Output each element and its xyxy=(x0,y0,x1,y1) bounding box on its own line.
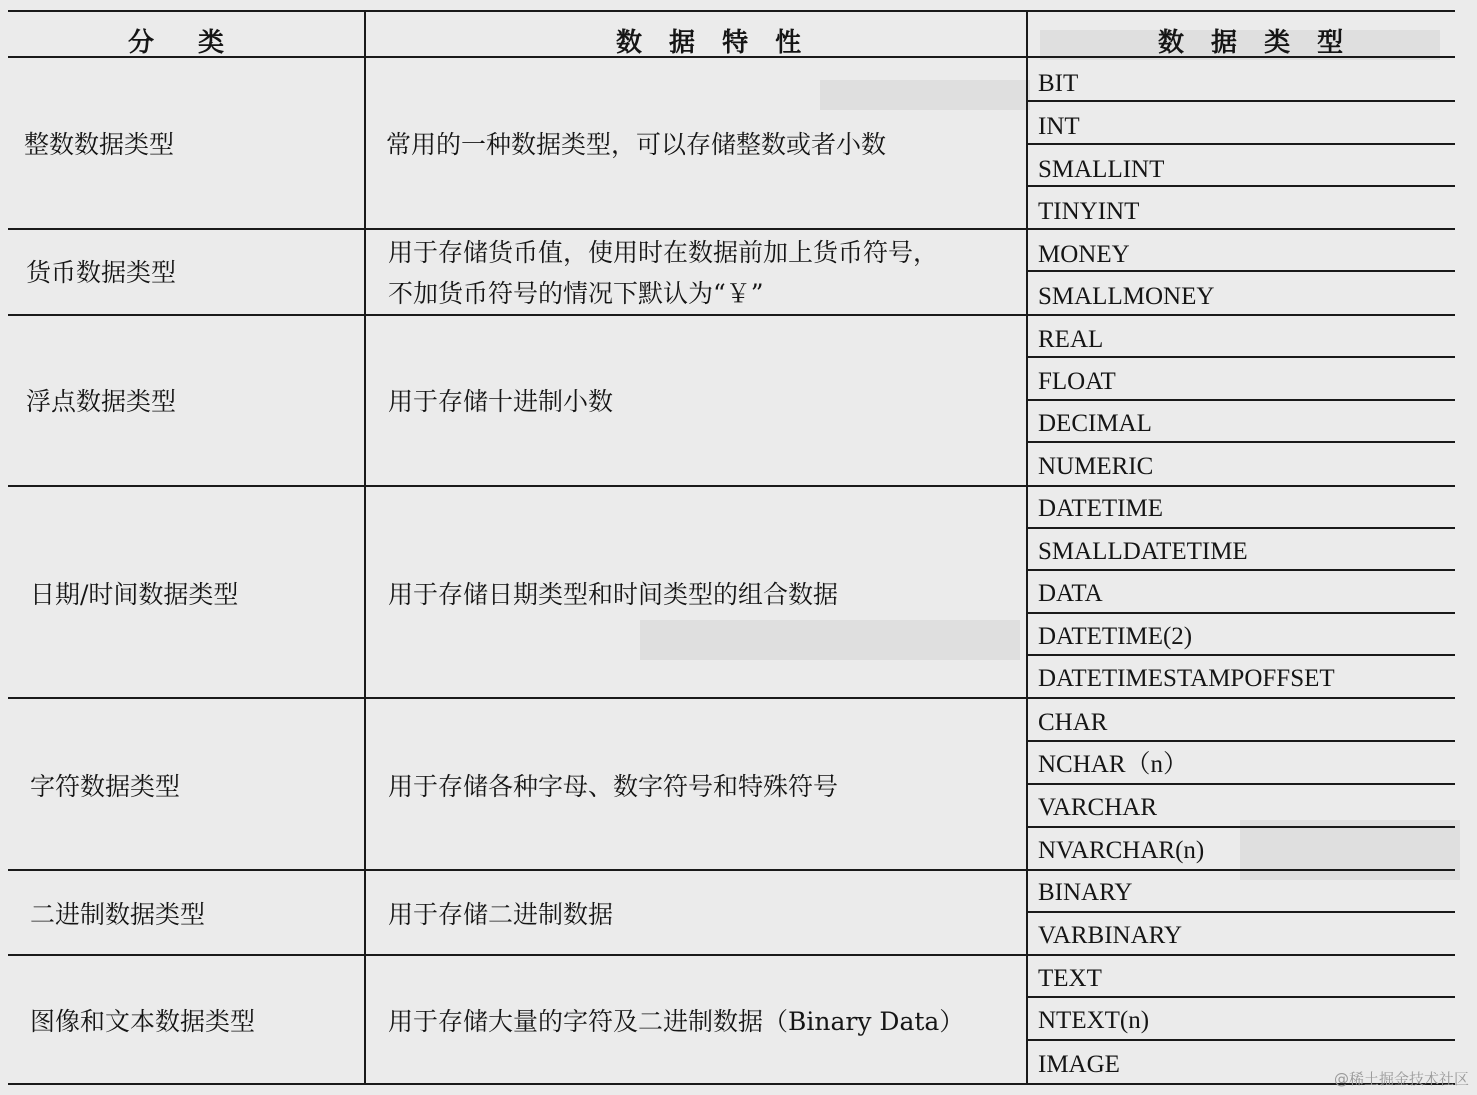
type-item: INT xyxy=(1038,113,1080,140)
type-separator xyxy=(1028,826,1455,828)
watermark: @稀土掘金技术社区 xyxy=(1333,1070,1469,1088)
feature-cell: 不加货币符号的情况下默认为“￥” xyxy=(388,279,764,308)
type-separator xyxy=(1028,654,1455,656)
type-separator xyxy=(1028,1039,1455,1041)
type-item: NTEXT(n) xyxy=(1038,1007,1150,1034)
type-item: BINARY xyxy=(1038,879,1133,906)
table-bottom-border xyxy=(8,1083,1455,1085)
type-separator xyxy=(1028,185,1455,187)
bleed-through-smudge xyxy=(1240,820,1460,880)
feature-cell: 用于存储日期类型和时间类型的组合数据 xyxy=(388,580,839,609)
type-item: REAL xyxy=(1038,326,1104,353)
type-separator xyxy=(1028,143,1455,145)
feature-cell: 常用的一种数据类型，可以存储整数或者小数 xyxy=(386,130,887,159)
table-top-border xyxy=(8,10,1455,12)
type-item: DATETIME xyxy=(1038,495,1163,522)
type-item: MONEY xyxy=(1038,241,1130,268)
header-types: 数 据 类 型 xyxy=(1158,28,1353,58)
type-item: IMAGE xyxy=(1038,1051,1120,1078)
column-divider-1 xyxy=(364,10,366,1085)
group-separator xyxy=(8,485,1455,487)
header-feature: 数 据 特 性 xyxy=(616,28,811,58)
type-item: SMALLMONEY xyxy=(1038,283,1215,310)
type-separator xyxy=(1028,270,1455,272)
category-cell: 日期/时间数据类型 xyxy=(30,580,239,609)
column-divider-2 xyxy=(1026,10,1028,1085)
category-cell: 二进制数据类型 xyxy=(30,900,206,929)
type-item: BIT xyxy=(1038,70,1079,97)
type-item: TEXT xyxy=(1038,965,1102,992)
type-item: DECIMAL xyxy=(1038,410,1152,437)
feature-cell: 用于存储大量的字符及二进制数据（Binary Data） xyxy=(388,1007,965,1036)
group-separator xyxy=(8,697,1455,699)
type-separator xyxy=(1028,441,1455,443)
type-separator xyxy=(1028,527,1455,529)
type-item: TINYINT xyxy=(1038,198,1140,225)
type-item: CHAR xyxy=(1038,709,1108,736)
category-cell: 浮点数据类型 xyxy=(26,387,177,416)
category-cell: 货币数据类型 xyxy=(26,258,177,287)
type-item: DATETIMESTAMPOFFSET xyxy=(1038,665,1335,692)
type-item: NVARCHAR(n) xyxy=(1038,837,1205,864)
type-item: FLOAT xyxy=(1038,368,1116,395)
bleed-through-smudge xyxy=(640,620,1020,660)
feature-cell: 用于存储各种字母、数字符号和特殊符号 xyxy=(388,772,839,801)
group-separator xyxy=(8,869,1455,871)
type-item: NUMERIC xyxy=(1038,453,1154,480)
type-item: VARBINARY xyxy=(1038,922,1183,949)
type-separator xyxy=(1028,612,1455,614)
type-item: VARCHAR xyxy=(1038,794,1158,821)
type-separator xyxy=(1028,569,1455,571)
type-separator xyxy=(1028,740,1455,742)
feature-cell: 用于存储十进制小数 xyxy=(388,387,614,416)
type-item: NCHAR（n） xyxy=(1038,751,1189,778)
group-separator xyxy=(8,954,1455,956)
category-cell: 整数数据类型 xyxy=(24,130,175,159)
type-item: SMALLINT xyxy=(1038,156,1165,183)
header-category: 分 类 xyxy=(128,28,234,58)
type-separator xyxy=(1028,996,1455,998)
group-separator xyxy=(8,314,1455,316)
type-separator xyxy=(1028,356,1455,358)
type-separator xyxy=(1028,911,1455,913)
type-separator xyxy=(1028,783,1455,785)
type-separator xyxy=(1028,100,1455,102)
category-cell: 字符数据类型 xyxy=(30,772,181,801)
type-item: DATA xyxy=(1038,580,1103,607)
type-item: SMALLDATETIME xyxy=(1038,538,1248,565)
feature-cell: 用于存储货币值，使用时在数据前加上货币符号， xyxy=(388,238,939,267)
type-item: DATETIME(2) xyxy=(1038,623,1193,650)
category-cell: 图像和文本数据类型 xyxy=(30,1007,256,1036)
group-separator xyxy=(8,228,1455,230)
bleed-through-smudge xyxy=(820,80,1030,110)
type-separator xyxy=(1028,399,1455,401)
feature-cell: 用于存储二进制数据 xyxy=(388,900,614,929)
